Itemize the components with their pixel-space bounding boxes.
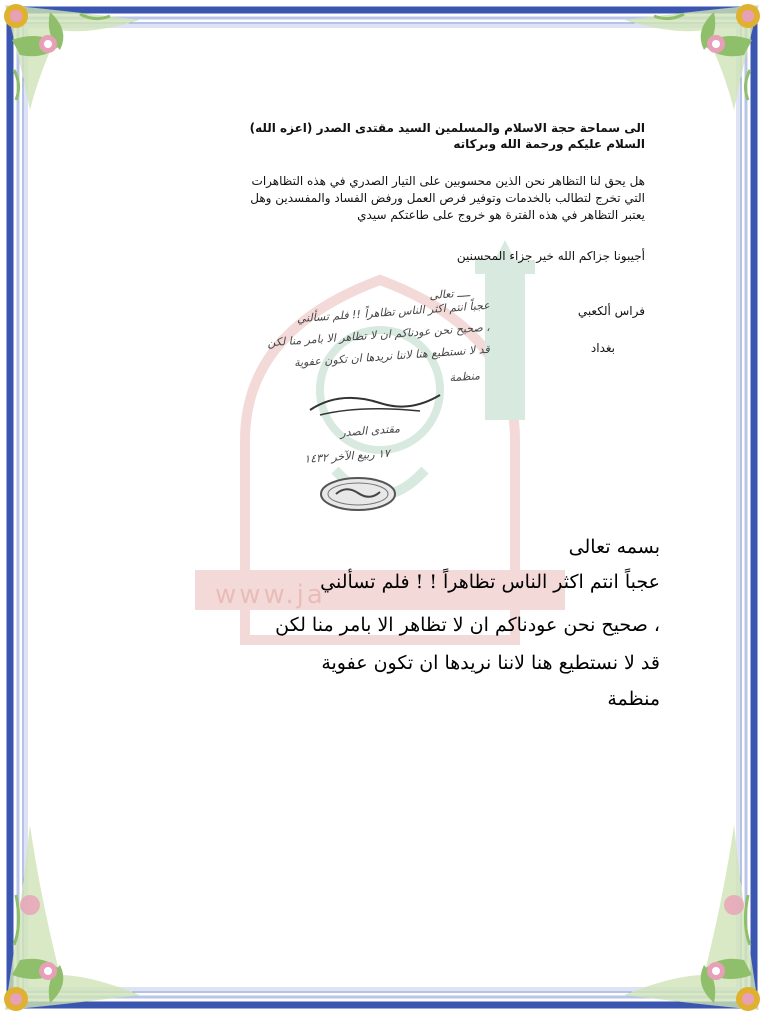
letter-addressee: الى سماحة حجة الاسلام والمسلمين السيد مقتدى الصدر (اعزه الله) [249, 121, 645, 135]
corner-ornament-top-left [0, 0, 150, 120]
letter-question-line-1: هل يحق لنا التظاهر نحن الذين محسوبين على التيار الصدري في هذه التظاهرات [251, 174, 645, 188]
reply-line-4: منظمة [607, 688, 660, 710]
reply-line-2: ، صحيح نحن عودناكم ان لا تظاهر الا بامر منا لكن [275, 614, 660, 636]
sender-name: فراس ألكعبي [577, 304, 645, 318]
letter-question-line-2: التي تخرج لتطالب بالخدمات وتوفير فرص العمل ورفض الفساد والمفسدين وهل [250, 191, 645, 205]
handwritten-line-3: قد لا نستطيع هنا لاننا نريدها ان تكون عفوية [293, 342, 491, 370]
handwritten-signature-name: مقتدى الصدر [339, 422, 401, 440]
letter-greeting: السلام عليكم ورحمة الله وبركاته [453, 137, 645, 151]
corner-ornament-bottom-left [0, 815, 150, 1015]
official-seal [318, 475, 398, 513]
reply-line-3: قد لا نستطيع هنا لاننا نريدها ان تكون عفوية [321, 652, 660, 674]
handwritten-line-1: عجباً انتم اكثر الناس تظاهراً !! فلم تسألني [296, 298, 491, 326]
reply-line-1: عجباً انتم اكثر الناس تظاهراً ! ! فلم تسألني [320, 571, 660, 593]
handwritten-heading: ــــ تعالى [428, 286, 471, 302]
handwritten-line-4: منظمة [449, 369, 481, 385]
letter-closing: أجيبونا جزاكم الله خير جزاء المحسنين [456, 249, 645, 263]
reply-heading: بسمه تعالى [568, 536, 660, 558]
sender-city: بغداد [590, 341, 615, 355]
handwritten-date: ١٧ ربيع الآخر ١٤٣٢ [303, 446, 391, 466]
corner-ornament-bottom-right [614, 815, 764, 1015]
watermark-url: www.ja [215, 580, 326, 610]
corner-ornament-top-right [614, 0, 764, 120]
handwritten-line-2: ، صحيح نحن عودناكم ان لا تظاهر الا بامر منا لكن [266, 320, 491, 350]
signature-scribble [300, 385, 450, 425]
letter-question-line-3: يعتبر التظاهر في هذه الفترة هو خروج على طاعتكم سيدي [357, 208, 645, 222]
